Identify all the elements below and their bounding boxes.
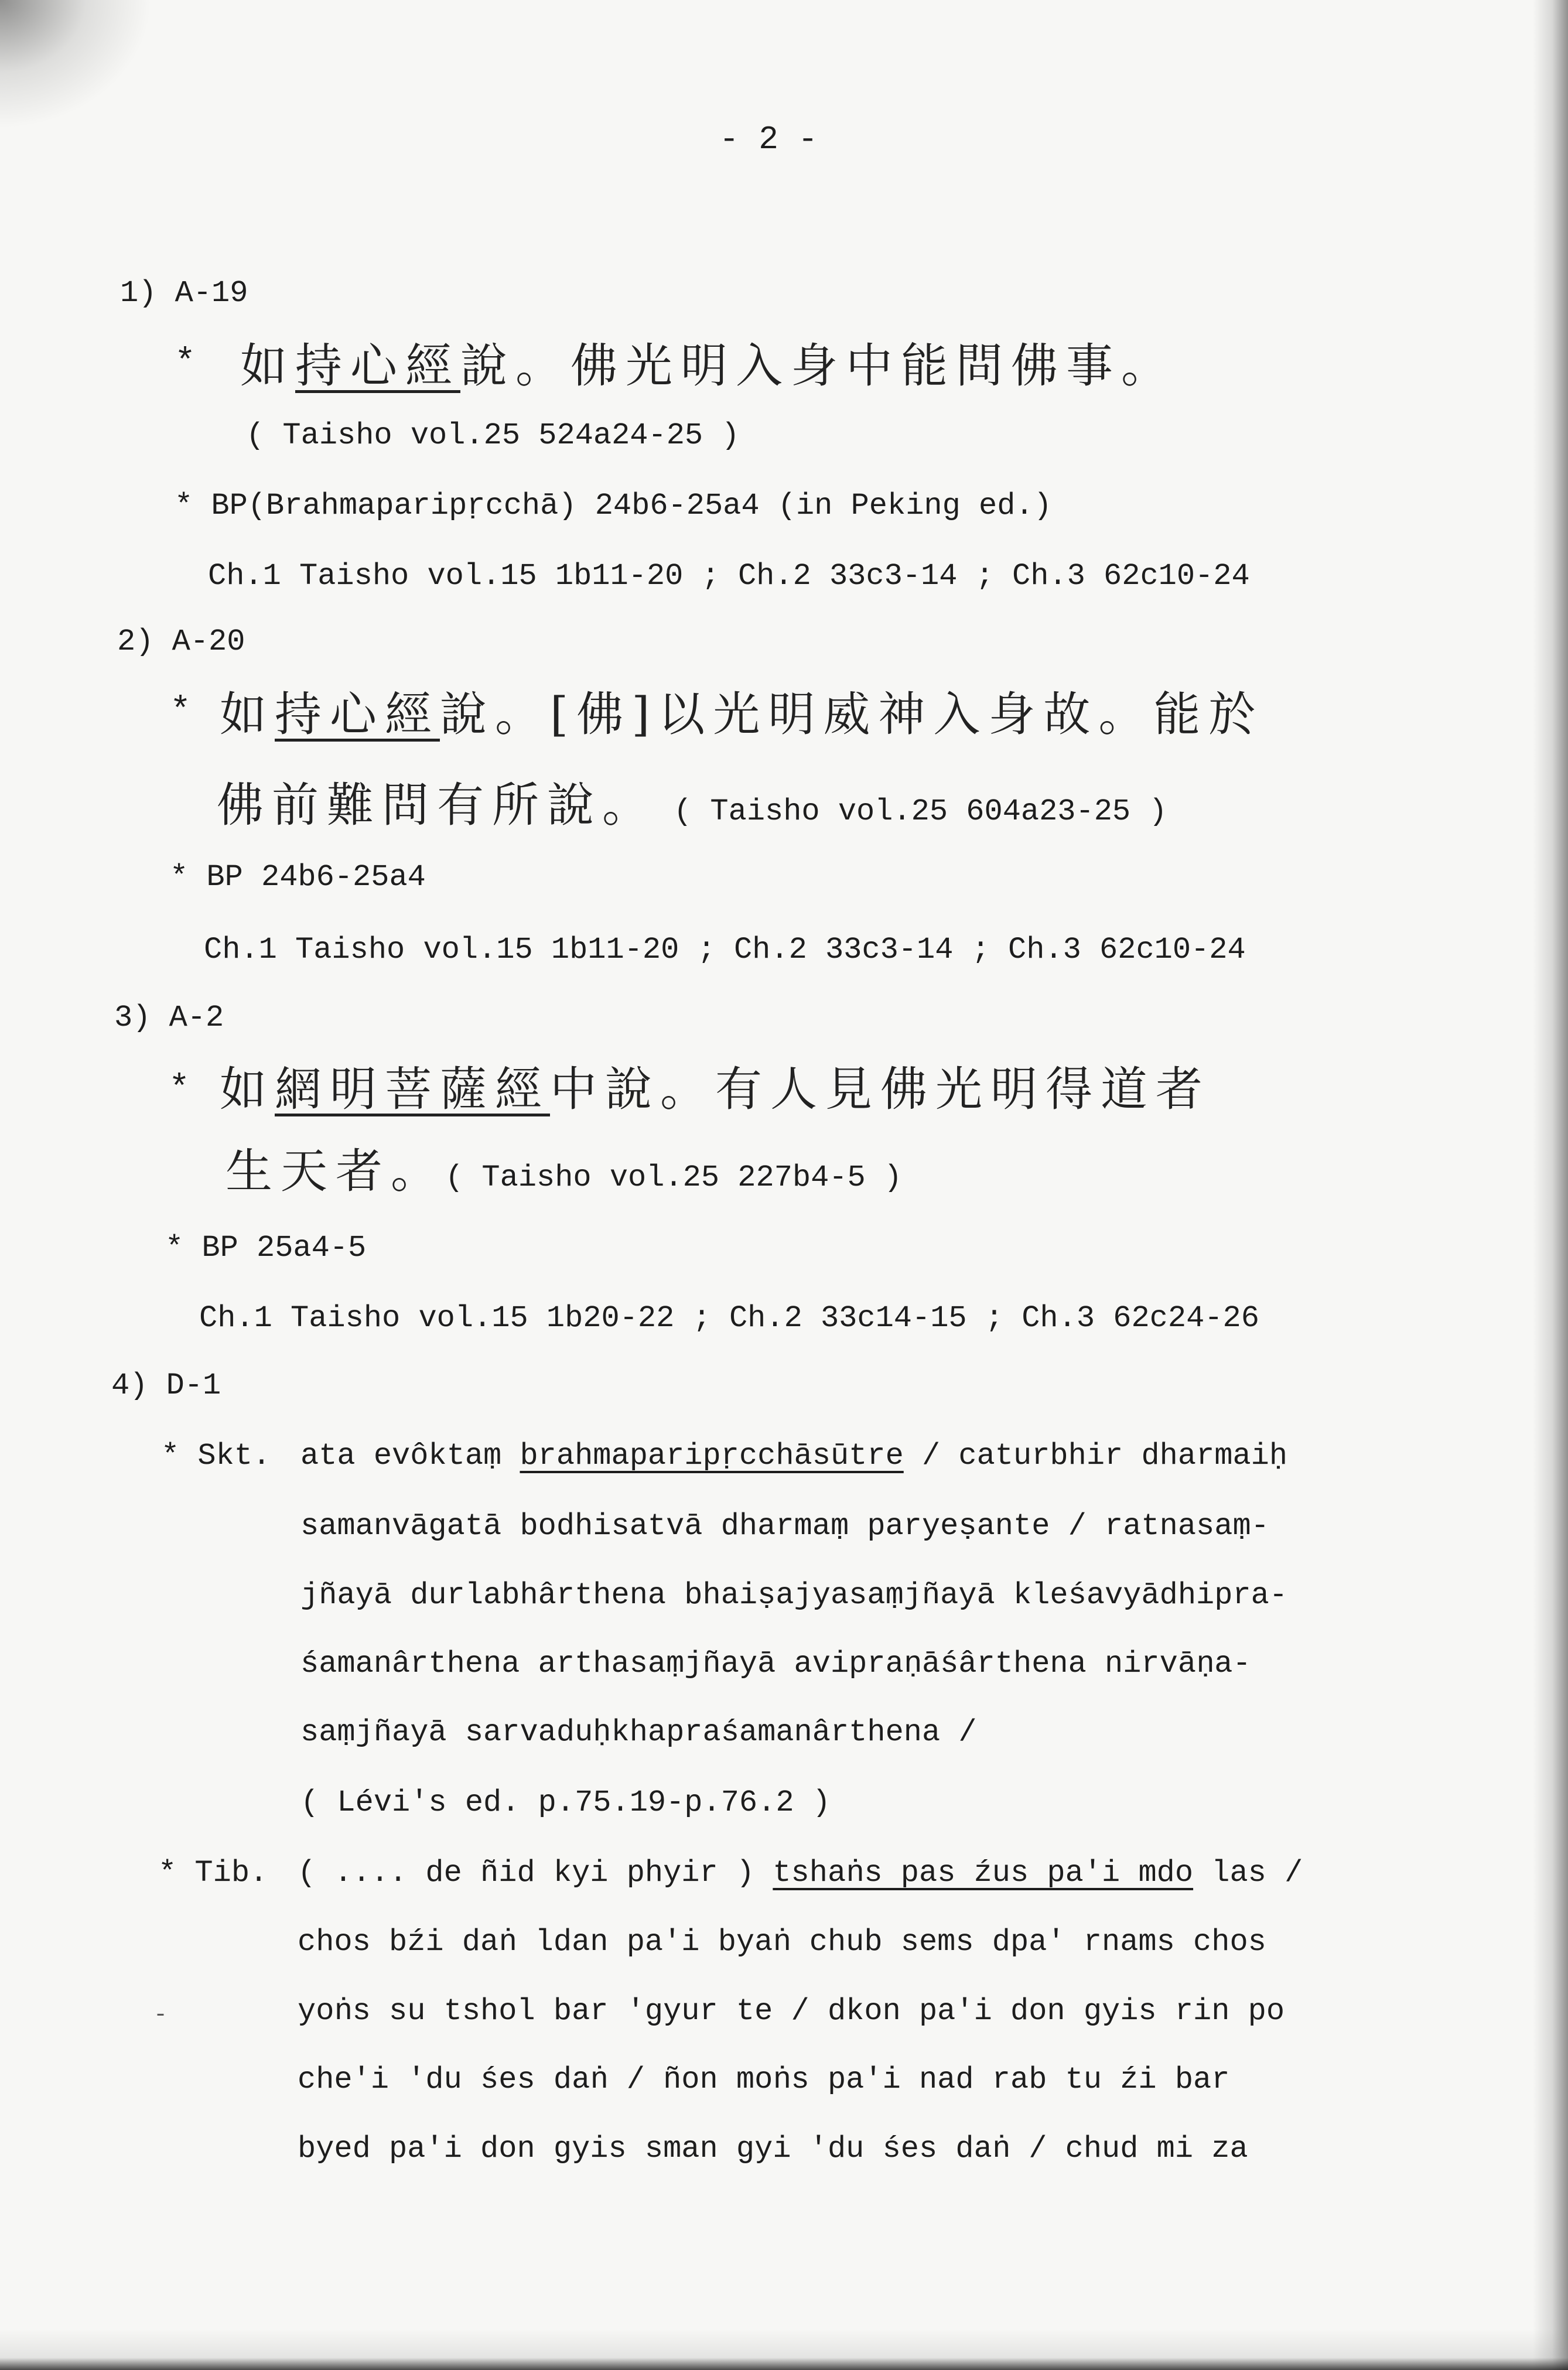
skt-line-1-before: ata evôktaṃ (300, 1439, 520, 1473)
tib-line-1 (298, 1858, 1303, 1889)
scan-edge-right (1533, 0, 1568, 2370)
entry-2-chinese-title: 持心經 (275, 687, 440, 742)
tib-line-1-before: ( .... de ñid kyi phyir ) (298, 1856, 773, 1890)
entry-3-chinese-rest: 中說。有人見佛光明得道者 (550, 1062, 1211, 1116)
entry-2-bullet: * (170, 692, 192, 732)
entry-3-chapters: Ch.1 Taisho vol.15 1b20-22 ; Ch.2 33c14-15 ; Ch.3 62c24-26 (199, 1301, 1259, 1336)
entry-2-chinese-rest: 說。[佛]以光明威神入身故。能於 (440, 687, 1264, 742)
tib-line-3: yoṅs su tshol bar 'gyur te / dkon pa'i don gyis rin po (298, 1994, 1285, 2028)
entry-4-label: 4) D-1 (111, 1368, 221, 1403)
entry-3-chinese-title: 網明菩薩經 (275, 1062, 550, 1116)
entry-2-chinese-line1 (220, 687, 1264, 742)
tib-line-2: chos bźi daṅ ldan pa'i byaṅ chub sems dpa' rnams chos (298, 1925, 1266, 1959)
skt-marker: * Skt. (161, 1439, 271, 1473)
entry-3-bullet: * (169, 1070, 190, 1109)
entry-3-label: 3) A-2 (114, 1000, 224, 1035)
entry-2-ref: ( Taisho vol.25 604a23-25 ) (674, 794, 1167, 829)
skt-line-4: śamanârthena arthasaṃjñayā avipraṇāśârthena nirvāṇa- (300, 1647, 1251, 1681)
entry-3-chinese-line1 (220, 1062, 1211, 1116)
page-number: - 2 - (719, 121, 818, 158)
entry-1-chinese-title: 持心經 (295, 339, 460, 393)
entry-1-chapters: Ch.1 Taisho vol.15 1b11-20 ; Ch.2 33c3-14 ; Ch.3 62c10-24 (208, 559, 1250, 593)
tib-marker: * Tib. (158, 1856, 268, 1890)
tib-sutra-title: tshaṅs pas źus pa'i mdo (773, 1856, 1194, 1890)
entry-1-label: 1) A-19 (120, 276, 248, 310)
entry-1-chinese-rest: 說。佛光明入身中能問佛事。 (460, 339, 1176, 393)
skt-line-1-after: / caturbhir dharmaiḥ (903, 1439, 1288, 1473)
entry-1-bullet: * (175, 343, 196, 383)
entry-2-chapters: Ch.1 Taisho vol.15 1b11-20 ; Ch.2 33c3-14 ; Ch.3 62c10-24 (204, 933, 1246, 967)
entry-2-label: 2) A-20 (117, 624, 245, 659)
entry-1-ref: ( Taisho vol.25 524a24-25 ) (246, 418, 740, 453)
scan-smudge (0, 0, 152, 129)
entry-1-bp: * BP(Brahmaparipṛcchā) 24b6-25a4 (in Peking ed.) (175, 489, 1052, 523)
skt-line-1 (300, 1441, 1287, 1471)
entry-2-bp: * BP 24b6-25a4 (170, 860, 426, 894)
entry-2-chinese-prefix: 如 (220, 687, 275, 742)
entry-3-ref: ( Taisho vol.25 227b4-5 ) (445, 1160, 903, 1195)
skt-ref: ( Lévi's ed. p.75.19-p.76.2 ) (300, 1785, 831, 1820)
entry-1-chinese (240, 339, 1176, 393)
entry-3-chinese-line2: 生天者。 (226, 1144, 446, 1198)
skt-line-3: jñayā durlabhârthena bhaiṣajyasaṃjñayā kleśavyādhipra- (300, 1578, 1288, 1613)
tib-line-5: byed pa'i don gyis sman gyi 'du śes daṅ / chud mi za (298, 2132, 1248, 2166)
scan-edge-bottom (0, 2329, 1568, 2370)
entry-3-bp: * BP 25a4-5 (165, 1231, 367, 1265)
skt-line-5: saṃjñayā sarvaduḥkhapraśamanârthena / (300, 1715, 977, 1750)
stray-mark: - (153, 2002, 168, 2028)
entry-1-chinese-prefix: 如 (240, 339, 295, 393)
tib-line-4: che'i 'du śes daṅ / ñon moṅs pa'i nad rab tu źi bar (298, 2062, 1230, 2097)
skt-sutra-title: brahmaparipṛcchāsūtre (520, 1439, 904, 1473)
entry-2-chinese-line2: 佛前難問有所說。 (217, 778, 657, 832)
tib-line-1-after: las / (1193, 1856, 1303, 1890)
skt-line-2: samanvāgatā bodhisatvā dharmaṃ paryeṣante / ratnasaṃ- (300, 1509, 1269, 1543)
entry-3-chinese-prefix: 如 (220, 1062, 275, 1116)
